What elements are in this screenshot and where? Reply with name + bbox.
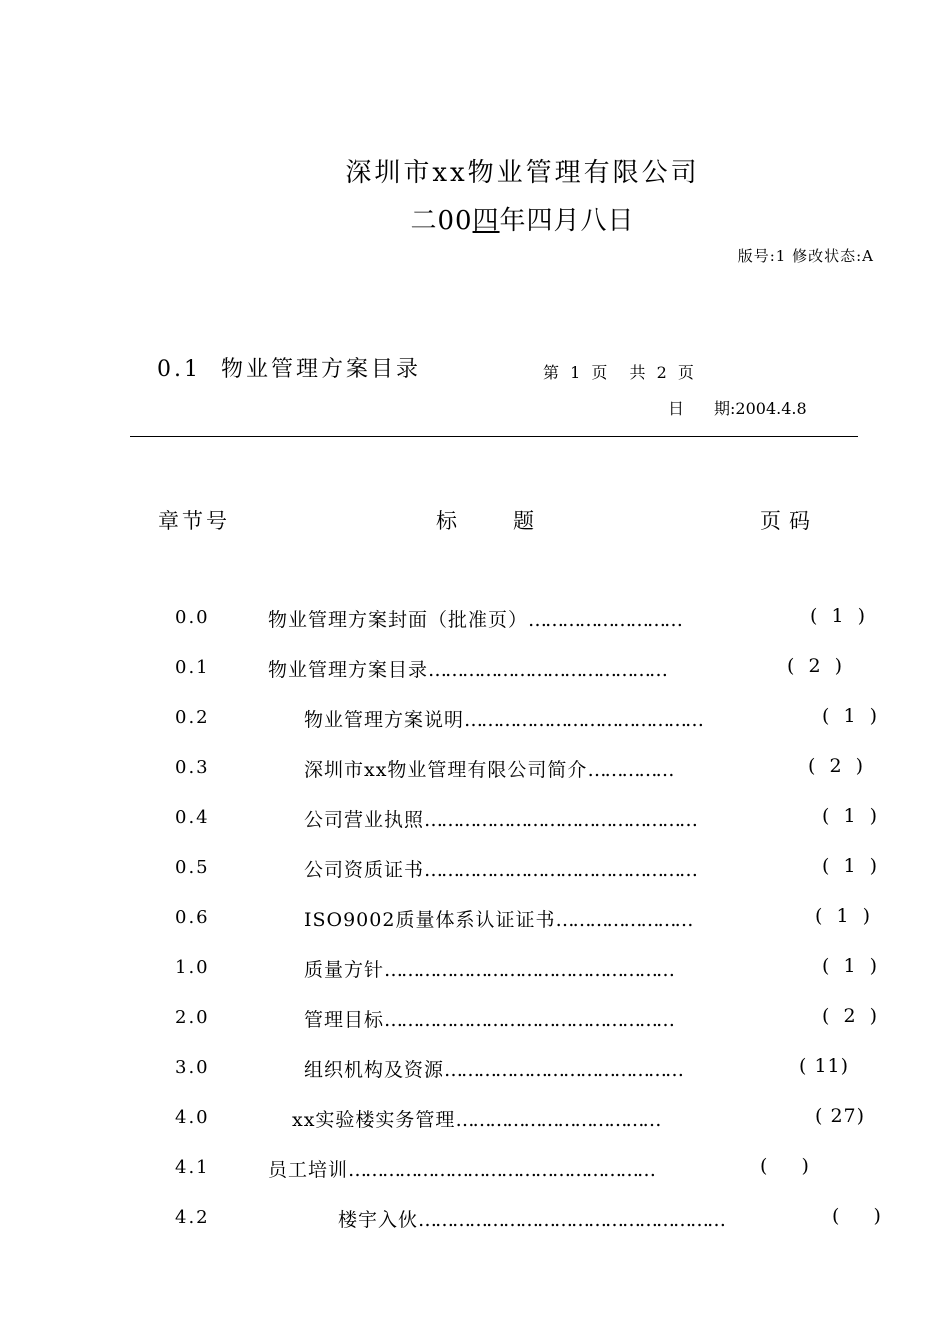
date-label-start: 日 bbox=[668, 399, 685, 418]
toc-title bbox=[268, 605, 681, 632]
toc-header-title-a: 标 bbox=[436, 509, 457, 533]
toc-leader-dots: ……………………………… bbox=[455, 1109, 660, 1131]
toc-title-text: 楼宇入伙 bbox=[338, 1209, 419, 1231]
version-info: 版号:1 修改状态:A bbox=[737, 247, 874, 265]
toc-number: 0.4 bbox=[175, 807, 210, 828]
toc-title bbox=[292, 1105, 659, 1132]
toc-page: ( 1 ) bbox=[822, 955, 881, 977]
toc-title bbox=[304, 955, 673, 982]
toc-leader-dots: …………………… bbox=[555, 909, 692, 931]
toc-header-title bbox=[436, 505, 534, 535]
toc-title bbox=[268, 1155, 654, 1182]
toc-page: ( 2 ) bbox=[822, 1005, 881, 1027]
toc-header-title-b: 题 bbox=[513, 509, 534, 533]
document-date bbox=[0, 200, 950, 237]
toc-title-text: 物业管理方案封面（批准页） bbox=[268, 609, 529, 631]
toc-page: ( 1 ) bbox=[822, 805, 881, 827]
toc-leader-dots: …………………………………… bbox=[444, 1059, 683, 1081]
toc-page: ( 27) bbox=[815, 1105, 866, 1127]
toc-title-text: xx实验楼实务管理 bbox=[292, 1109, 456, 1131]
toc-number: 0.0 bbox=[175, 607, 210, 628]
toc-number: 4.0 bbox=[175, 1107, 210, 1128]
date-info bbox=[668, 396, 807, 419]
date-prefix: 二00 bbox=[410, 206, 473, 236]
toc-title-text: 组织机构及资源 bbox=[304, 1059, 445, 1081]
toc-page: ( 11) bbox=[799, 1055, 850, 1077]
toc-number: 0.5 bbox=[175, 857, 210, 878]
toc-leader-dots: ……………………………………………… bbox=[418, 1209, 725, 1231]
toc-number: 4.2 bbox=[175, 1207, 210, 1228]
toc-page: ( 1 ) bbox=[822, 705, 881, 727]
toc-leader-dots: ……………………… bbox=[528, 609, 682, 631]
toc-page: ( 2 ) bbox=[787, 655, 846, 677]
toc-number: 0.1 bbox=[175, 657, 210, 678]
company-title: 深圳市xx物业管理有限公司 bbox=[345, 158, 700, 188]
section-title: 0.1 物业管理方案目录 bbox=[157, 357, 421, 382]
horizontal-rule bbox=[130, 436, 858, 437]
toc-title bbox=[304, 705, 702, 732]
toc-leader-dots: …………… bbox=[587, 759, 673, 781]
toc-title-text: ISO9002质量体系认证证书 bbox=[304, 909, 556, 931]
toc-leader-dots: …………………………………………… bbox=[384, 1009, 674, 1031]
toc-title-text: 公司营业执照 bbox=[304, 809, 425, 831]
toc-title-text: 员工培训 bbox=[268, 1159, 349, 1181]
toc-leader-dots: …………………………………………… bbox=[384, 959, 674, 981]
toc-number: 1.0 bbox=[175, 957, 210, 978]
toc-page: ( 1 ) bbox=[822, 855, 881, 877]
toc-title bbox=[268, 655, 666, 682]
toc-title bbox=[304, 1005, 673, 1032]
toc-leader-dots: ……………………………………………… bbox=[348, 1159, 655, 1181]
toc-title-text: 公司资质证书 bbox=[304, 859, 425, 881]
toc-title bbox=[304, 905, 691, 932]
date-suffix: 年四月八日 bbox=[499, 206, 635, 236]
toc-page: ( ) bbox=[760, 1155, 813, 1177]
toc-number: 4.1 bbox=[175, 1157, 210, 1178]
toc-number: 3.0 bbox=[175, 1057, 210, 1078]
toc-title bbox=[304, 1055, 682, 1082]
toc-leader-dots: …………………………………… bbox=[428, 659, 667, 681]
toc-page: ( 1 ) bbox=[810, 605, 869, 627]
toc-title-text: 质量方针 bbox=[304, 959, 385, 981]
date-underlined-char: 四 bbox=[472, 206, 500, 236]
toc-title-text: 深圳市xx物业管理有限公司简介 bbox=[304, 759, 588, 781]
toc-title bbox=[338, 1205, 724, 1232]
toc-title bbox=[304, 755, 672, 782]
toc-leader-dots: …………………………………… bbox=[464, 709, 703, 731]
toc-title-text: 物业管理方案说明 bbox=[304, 709, 465, 731]
date-label-value: 期:2004.4.8 bbox=[714, 399, 807, 418]
toc-title bbox=[304, 805, 696, 832]
toc-number: 2.0 bbox=[175, 1007, 210, 1028]
toc-number: 0.2 bbox=[175, 707, 210, 728]
toc-leader-dots: ………………………………………… bbox=[424, 809, 697, 831]
toc-header-page: 页码 bbox=[760, 509, 818, 533]
toc-leader-dots: ………………………………………… bbox=[424, 859, 697, 881]
toc-header-chapter: 章节号 bbox=[158, 509, 230, 533]
toc-page: ( ) bbox=[832, 1205, 885, 1227]
toc-page: ( 1 ) bbox=[815, 905, 874, 927]
toc-number: 0.3 bbox=[175, 757, 210, 778]
toc-title bbox=[304, 855, 696, 882]
toc-page: ( 2 ) bbox=[808, 755, 867, 777]
toc-title-text: 物业管理方案目录 bbox=[268, 659, 429, 681]
toc-title-text: 管理目标 bbox=[304, 1009, 385, 1031]
toc-number: 0.6 bbox=[175, 907, 210, 928]
page-info: 第 1 页 共 2 页 bbox=[543, 363, 694, 382]
